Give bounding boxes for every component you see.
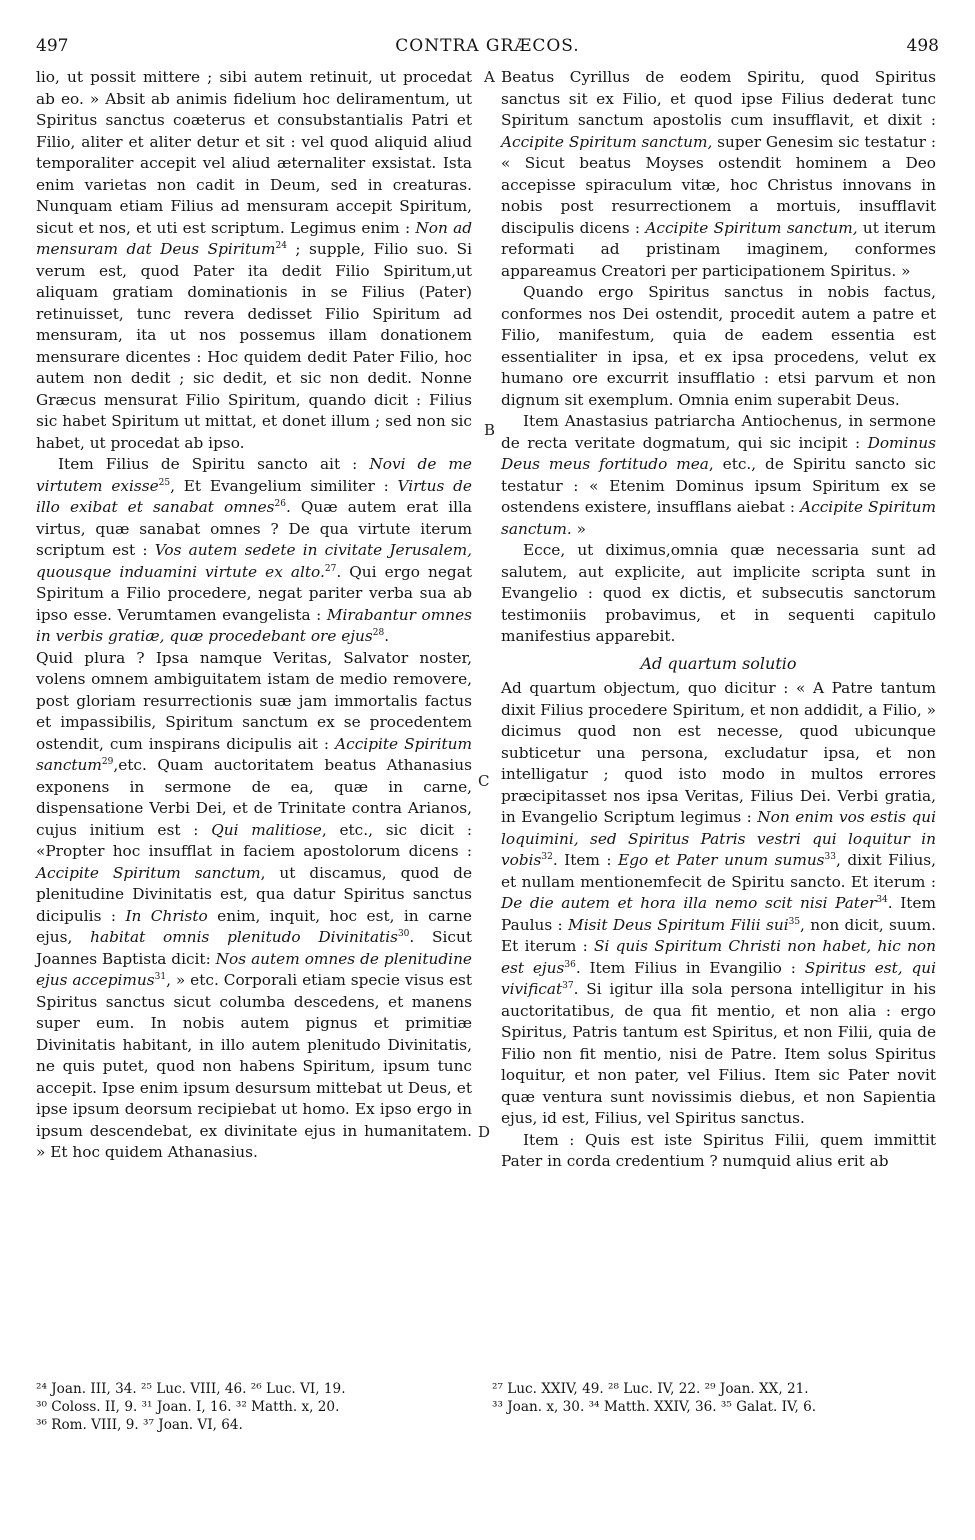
paragraph: Item Filius de Spiritu sancto ait : Novi de me virtutem exisse$^{25}$, Et Evangelium similiter : Virtus de illo exibat et sanabat omnes$^{26}$. Quæ autem erat illa virtus, quæ sanabat omnes ? De qua virtute iterum scriptum est : Vos autem sedete in civitate Jerusalem, quousque induamini virtute ex alto.$^{27}$. Qui ergo negat Spiritum a Filio procedere, negat pariter verba sua ab ipso esse. Verumtamen evangelista : Mirabantur omnes in verbis gratiæ, quæ procedebant ore ejus$^{28}$. xyxy=(36,455,472,645)
page-number-right: 498 xyxy=(906,36,939,56)
margin-letter-c: C xyxy=(478,772,490,790)
paragraph: Ecce, ut diximus,omnia quæ necessaria sunt ad salutem, aut explicite, aut implicite scripta sunt in Evangelio : quod ex dictis, et subsecutis sanctorum testimoniis probavimus, et in sequenti capitulo manifestius apparebit. xyxy=(501,541,936,645)
margin-letter-b: B xyxy=(484,421,496,439)
section-heading: Ad quartum solutio xyxy=(640,653,797,673)
paragraph: lio, ut possit mittere ; sibi autem retinuit, ut procedat ab eo. » Absit ab animis fidelium hoc deliramentum, ut Spiritus sanctus coæterus et consubstantialis Patri et Filio, aliter et aliter detur et sit : vel quod aliquid aliud temporaliter accepit vel aliud æternaliter exsistat. Ista enim varietas non cadit in Deum, sed in creaturas. Nunquam etiam Filius ad mensuram accepit Spiritum, sicut et nos, et uti est scriptum. Legimus enim : Non ad mensuram dat Deus Spiritum$^{24}$ ; supple, Filio suo. Si verum est, quod Pater ita dedit Filio Spiritum,ut aliquam gratiam dominationis in se Filius (Pater) retinuisset, tunc revera dedisset Filio Spiritum ad mensuram, ita ut nos possemus illam donationem mensurare dicentes : Hoc quidem dedit Pater Filio, hoc autem non dedit ; sic dedit, et sic non dedit. Nonne Græcus mensurat Filio Spiritum, quando dicit : Filius sic habet Spiritum ut mittat, et donet illum ; sed non sic habet, ut procedat ab ipso. xyxy=(36,68,472,452)
page-number-left: 497 xyxy=(36,36,69,56)
footnote-line: ³⁶ Rom. VIII, 9. ³⁷ Joan. VI, 64. xyxy=(36,1417,243,1433)
right-column xyxy=(501,67,936,1173)
paragraph: Ad quartum objectum, quo dicitur : « A Patre tantum dixit Filius procedere Spiritum, et non addidit, a Filio, » dicimus quod non est necesse, quod ubicunque subticetur una persona, excludatur ipsa, et non intelligatur ; quod isto modo in multos errores præcipitasset nos ipsa Veritas, Filius Dei. Verbi gratia, in Evangelio Scriptum legimus : Non enim vos estis qui loquimini, sed Spiritus Patris vestri qui loquitur in vobis$^{32}$. Item : Ego et Pater unum sumus$^{33}$, dixit Filius, et nullam mentionemfecit de Spiritu sancto. Et iterum : De die autem et hora illa nemo scit nisi Pater$^{34}$. Item Paulus : Misit Deus Spiritum Filii sui$^{35}$, non dicit, suum. Et iterum : Si quis Spiritum Christi non habet, hic non est ejus$^{36}$. Item Filius in Evangilio : Spiritus est, qui vivificat$^{37}$. Si igitur illa sola persona intelligitur in his auctoritatibus, de qua fit mentio, et non alia : ergo Spiritus, Patris tantum est Spiritus, et non Filii, quia de Filio non fit mentio, nisi de Patre. Item solus Spiritus loquitur, et non pater, vel Filius. Item sic Pater novit quæ ventura sunt novissimis diebus, et non Sapientia ejus, id est, Filius, vel Spiritus sanctus. xyxy=(501,679,937,1127)
left-column xyxy=(36,67,472,1164)
footnotes-left xyxy=(36,1380,472,1434)
margin-letter-d: D xyxy=(478,1123,491,1141)
paragraph: Quando ergo Spiritus sanctus in nobis factus, conformes nos Dei ostendit, procedit autem a patre et Filio, manifestum, quia de eadem essentia est essentialiter in ipsa, et ex ipsa procedens, velut ex humano ore excurrit insufflatio : etsi parvum et non dignum sit exemplum. Omnia enim superabit Deus. xyxy=(501,283,936,409)
footnote-line: ³³ Joan. x, 30. ³⁴ Matth. XXIV, 36. ³⁵ Galat. IV, 6. xyxy=(492,1399,817,1415)
paragraph: Quid plura ? Ipsa namque Veritas, Salvator noster, volens omnem ambiguitatem istam de medio removere, post gloriam resurrectionis suæ jam immortalis factus et impassibilis, Spiritum sanctum ex se procedentem ostendit, cum inspirans dicipulis ait : Accipite Spiritum sanctum$^{29}$,etc. Quam auctoritatem beatus Athanasius exponens in sermone de ea, quæ in carne, dispensatione Verbi Dei, et de Trinitate contra Arianos, cujus initium est : Qui malitiose, etc., sic dicit : «Propter hoc insufflat in faciem apostolorum dicens : Accipite Spiritum sanctum, ut discamus, quod de plenitudine Divinitatis est, qua datur Spiritus sanctus dicipulis : In Christo enim, inquit, hoc est, in carne ejus, habitat omnis plenitudo Divinitatis$^{30}$. Sicut Joannes Baptista dicit: Nos autem omnes de plenitudine ejus accepimus$^{31}$, » etc. Corporali etiam specie visus est Spiritus sanctus sicut columba descedens, et manens super eum. In nobis autem pignus et primitiæ Divinitatis habitant, in illo autem plenitudo Divinitatis, ne quis putet, quod non habens Spiritum, ipsum tunc accepit. Ipse enim ipsum desursum mittebat ut Deus, et ipse ipsum deorsum recipiebat ut homo. Ex ipso ergo in ipsum descendebat, ex divinitate ejus in humanitatem. » Et hoc quidem Athanasius. xyxy=(36,648,473,1161)
footnote-line: ²⁷ Luc. XXIV, 49. ²⁸ Luc. IV, 22. ²⁹ Joan. XX, 21. xyxy=(492,1381,809,1397)
running-title: CONTRA GRÆCOS. xyxy=(395,36,580,56)
page-header xyxy=(36,36,939,60)
footnote-line: ²⁴ Joan. III, 34. ²⁵ Luc. VIII, 46. ²⁶ Luc. VI, 19. xyxy=(36,1381,346,1397)
paragraph: Item Anastasius patriarcha Antiochenus, in sermone de recta veritate dogmatum, qui sic incipit : Dominus Deus meus fortitudo mea, etc., de Spiritu sancto sic testatur : « Etenim Dominus ipsum Spiritum ex se ostendens existere, insufflans aiebat : Accipite Spiritum sanctum. » xyxy=(501,412,936,538)
paragraph: Item : Quis est iste Spiritus Filii, quem immittit Pater in corda credentium ? numquid alius erit ab xyxy=(501,1130,936,1170)
footnote-line: ³⁰ Coloss. II, 9. ³¹ Joan. I, 16. ³² Matth. x, 20. xyxy=(36,1399,340,1415)
margin-letter-a: A xyxy=(484,68,495,86)
footnotes-right xyxy=(492,1380,936,1416)
paragraph: Beatus Cyrillus de eodem Spiritu, quod Spiritus sanctus sit ex Filio, et quod ipse Filius dederat tunc Spiritum sanctum apostolis cum insufflavit, et dixit : Accipite Spiritum sanctum, super Genesim sic testatur : « Sicut beatus Moyses ostendit hominem a Deo accepisse spiraculum vitæ, hoc Christus innovans in nobis post resurrectionem a mortuis, insufflavit discipulis dicens : Accipite Spiritum sanctum, ut iterum reformati ad pristinam imaginem, conformes appareamus Creatori per participationem Spiritus. » xyxy=(501,68,936,280)
